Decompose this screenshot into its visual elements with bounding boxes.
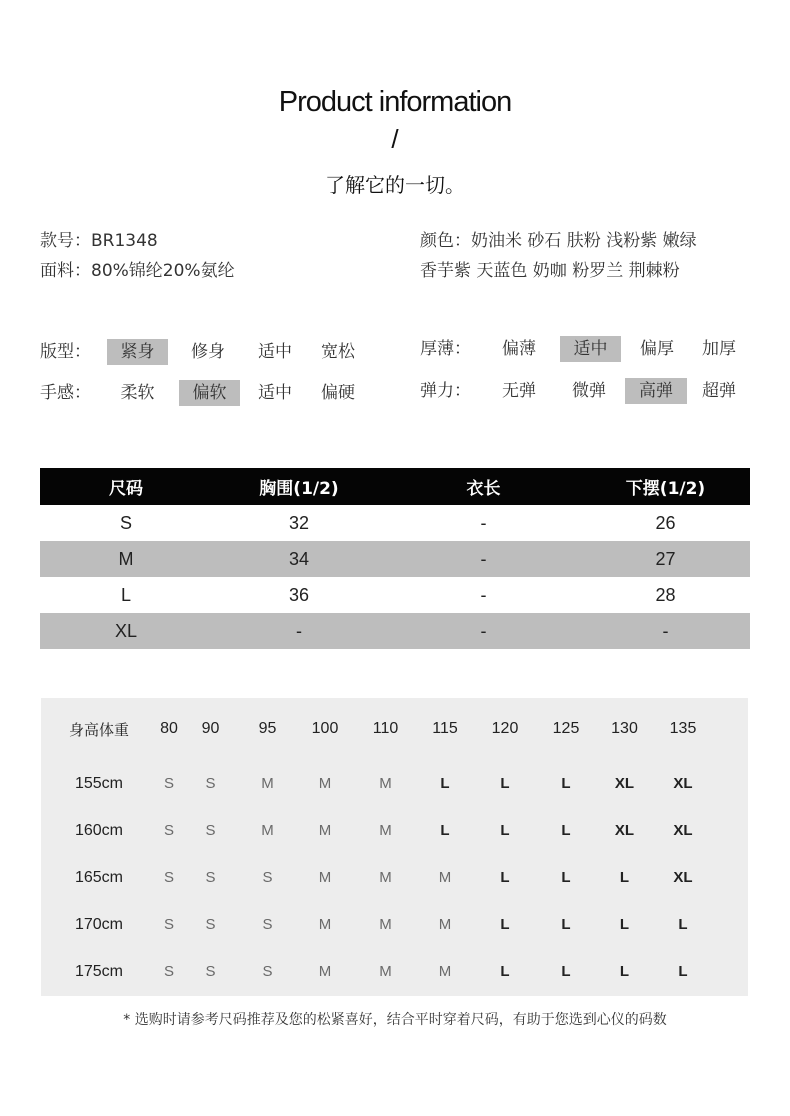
page-subtitle: 了解它的一切。 xyxy=(325,173,465,197)
recommended-size-cell: L xyxy=(500,963,510,980)
style-number: 款号：BR1348 xyxy=(40,231,158,251)
height-weight-corner-label: 身高体重 xyxy=(68,720,129,739)
recommendation-rows xyxy=(41,760,713,995)
attr-elasticity-option: 无弹 xyxy=(502,381,536,401)
recommended-size-cell: M xyxy=(438,963,452,980)
recommended-size-cell: L xyxy=(619,916,630,933)
size-recommendation-panel xyxy=(41,698,748,996)
attr-fit-option: 修身 xyxy=(191,342,225,362)
size-table-header: 下摆(1/2) xyxy=(581,468,750,505)
color-list-line-2: 香芋紫 天蓝色 奶咖 粉罗兰 荆棘粉 xyxy=(420,261,680,281)
table-row xyxy=(41,807,713,854)
title-divider-slash: / xyxy=(391,124,399,154)
attr-feel-option: 偏硬 xyxy=(321,383,355,403)
attr-thickness-option: 偏薄 xyxy=(502,339,536,359)
table-row xyxy=(40,613,750,649)
attr-elasticity-option: 超弹 xyxy=(702,381,736,401)
recommended-size-cell: L xyxy=(500,775,510,792)
size-recommendation-table xyxy=(41,698,713,995)
table-cell: - xyxy=(480,512,487,533)
attr-feel-option: 适中 xyxy=(258,383,292,403)
size-table-header-row xyxy=(40,468,750,505)
weight-column-header: 110 xyxy=(372,720,399,737)
recommended-size-cell: L xyxy=(619,869,630,886)
recommended-size-cell: M xyxy=(318,822,332,839)
recommended-size-cell: M xyxy=(261,775,274,792)
table-cell: 28 xyxy=(655,584,676,605)
recommended-size-cell: L xyxy=(561,963,571,980)
page-title: Product information xyxy=(278,86,512,118)
table-cell: 26 xyxy=(655,512,676,533)
recommended-size-cell: S xyxy=(163,963,174,980)
height-row-label: 175cm xyxy=(74,962,124,980)
recommended-size-cell: L xyxy=(440,775,450,792)
attr-feel-option: 偏软 xyxy=(179,380,240,406)
recommended-size-cell: M xyxy=(318,869,332,886)
table-row xyxy=(41,901,713,948)
recommended-size-cell: M xyxy=(379,963,392,980)
table-row xyxy=(41,760,713,807)
recommended-size-cell: S xyxy=(205,869,216,886)
height-row-label: 155cm xyxy=(74,774,124,792)
attr-thickness-option: 适中 xyxy=(560,336,621,362)
recommended-size-cell: S xyxy=(163,869,174,886)
attr-elasticity-option: 高弹 xyxy=(625,378,687,404)
table-cell: - xyxy=(581,613,750,649)
height-row-label: 165cm xyxy=(74,868,124,886)
recommended-size-cell: S xyxy=(205,775,216,792)
recommended-size-cell: S xyxy=(205,963,216,980)
attr-thickness-option: 加厚 xyxy=(702,339,736,359)
recommended-size-cell: XL xyxy=(614,822,635,839)
weight-column-header: 90 xyxy=(201,720,220,737)
table-cell: - xyxy=(212,613,386,649)
info-left xyxy=(40,226,235,286)
table-cell: 36 xyxy=(288,584,310,605)
recommended-size-cell: S xyxy=(262,916,273,933)
recommended-size-cell: S xyxy=(205,822,216,839)
table-cell: - xyxy=(480,584,487,605)
attr-thickness xyxy=(420,336,760,362)
weight-column-header: 100 xyxy=(311,720,339,737)
size-table-header: 尺码 xyxy=(40,468,212,505)
weight-column-header: 95 xyxy=(258,720,277,737)
weight-column-header: 120 xyxy=(491,720,519,737)
recommended-size-cell: S xyxy=(163,775,174,792)
attr-feel-label: 手感： xyxy=(40,383,91,403)
recommended-size-cell: S xyxy=(262,869,273,886)
recommended-size-cell: S xyxy=(163,916,174,933)
recommended-size-cell: XL xyxy=(614,775,635,792)
table-cell: L xyxy=(120,584,131,605)
table-row xyxy=(41,948,713,995)
recommended-size-cell: M xyxy=(438,916,452,933)
recommended-size-cell: M xyxy=(318,963,332,980)
attr-feel-option: 柔软 xyxy=(120,383,155,403)
weight-column-header: 80 xyxy=(160,720,178,737)
size-advice-note: * 选购时请参考尺码推荐及您的松紧喜好，结合平时穿着尺码，有助于您选到心仪的码数 xyxy=(123,1012,667,1028)
weight-column-header: 130 xyxy=(611,720,638,737)
recommended-size-cell: M xyxy=(438,869,452,886)
recommended-size-cell: L xyxy=(678,963,688,980)
table-cell: M xyxy=(40,541,212,577)
recommended-size-cell: L xyxy=(440,822,450,839)
attr-thickness-label: 厚薄： xyxy=(420,339,471,359)
recommended-size-cell: S xyxy=(262,963,273,980)
attr-fit-label: 版型： xyxy=(40,342,91,362)
attr-fit-option: 宽松 xyxy=(321,342,355,362)
table-cell: - xyxy=(386,541,581,577)
attr-elasticity xyxy=(420,378,760,404)
fabric-composition: 面料：80%锦纶20%氨纶 xyxy=(40,261,235,281)
recommended-size-cell: M xyxy=(379,916,392,933)
recommended-size-cell: L xyxy=(561,916,571,933)
attr-elasticity-option: 微弹 xyxy=(572,381,606,401)
recommended-size-cell: L xyxy=(500,916,510,933)
attr-elasticity-label: 弹力： xyxy=(420,381,471,401)
recommended-size-cell: XL xyxy=(673,869,693,886)
table-cell: 34 xyxy=(212,541,386,577)
recommended-size-cell: XL xyxy=(673,822,693,839)
table-cell: S xyxy=(119,512,132,533)
recommended-size-cell: L xyxy=(561,822,571,839)
attr-thickness-option: 偏厚 xyxy=(640,339,674,359)
recommended-size-cell: L xyxy=(500,869,510,886)
table-row xyxy=(40,577,750,613)
table-row xyxy=(40,541,750,577)
size-table-header: 胸围(1/2) xyxy=(212,468,386,505)
height-row-label: 160cm xyxy=(74,821,124,839)
table-cell: 27 xyxy=(581,541,750,577)
attr-fit-option: 适中 xyxy=(258,342,292,362)
weight-column-header: 135 xyxy=(669,720,697,737)
weight-column-header: 125 xyxy=(552,720,580,737)
weight-header-row xyxy=(41,698,713,760)
recommended-size-cell: L xyxy=(561,775,571,792)
attr-fit xyxy=(40,339,380,365)
attr-feel xyxy=(40,380,380,406)
recommended-size-cell: M xyxy=(379,822,392,839)
table-cell: 32 xyxy=(288,512,310,533)
recommended-size-cell: L xyxy=(500,822,510,839)
table-cell: - xyxy=(386,613,581,649)
size-table-header: 衣长 xyxy=(386,468,581,505)
recommended-size-cell: L xyxy=(678,916,688,933)
recommended-size-cell: M xyxy=(318,775,332,792)
attr-fit-option: 紧身 xyxy=(107,339,168,365)
weight-column-header: 115 xyxy=(432,720,458,737)
table-row xyxy=(41,854,713,901)
height-row-label: 170cm xyxy=(74,915,124,933)
recommended-size-cell: L xyxy=(561,869,571,886)
table-row xyxy=(40,505,750,541)
recommended-size-cell: S xyxy=(163,822,174,839)
recommended-size-cell: S xyxy=(205,916,216,933)
size-table xyxy=(40,468,750,649)
recommended-size-cell: M xyxy=(261,822,274,839)
table-cell: XL xyxy=(40,613,212,649)
info-right xyxy=(420,226,697,286)
color-list-line-1: 颜色：奶油米 砂石 肤粉 浅粉紫 嫩绿 xyxy=(420,231,697,251)
recommended-size-cell: M xyxy=(318,916,332,933)
recommended-size-cell: M xyxy=(379,869,392,886)
recommended-size-cell: XL xyxy=(673,775,693,792)
recommended-size-cell: L xyxy=(619,963,630,980)
recommended-size-cell: M xyxy=(379,775,392,792)
